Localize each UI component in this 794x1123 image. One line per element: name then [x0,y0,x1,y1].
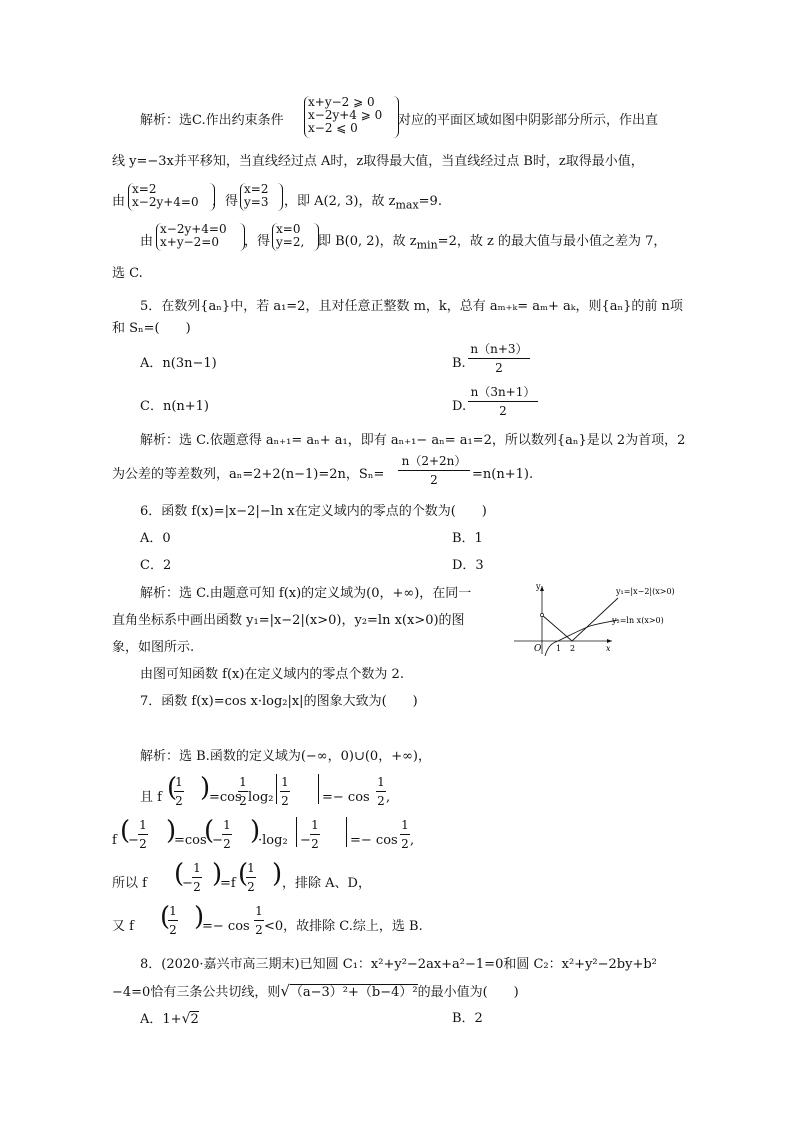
curve-y2-label: y₂=ln x(x>0) [612,616,664,625]
question-5: 5．在数列{aₙ}中，若 a₁=2，且对任意正整数 m，k，总有 aₘ₊ₖ= aₘ+ aₖ，则{aₙ}的前 n项 [140,299,683,314]
solution-4-point-a: ，即 A(2, 3)，故 $z_{max}=9$. [284,194,442,212]
question-7: 7．函数 f(x)=cos x·log₂|x|的图象大致为( ) [140,694,418,709]
curve-y1-abs [542,598,618,641]
tick-label-1: 1 [556,644,562,653]
system-d: x=0 y=2, [272,223,304,251]
solution-4-line2: 线 y=−3x并平移知，当直线经过点 A时，z取得最大值，当直线经过点 B时，z取得最小值， [112,154,644,169]
option-8b: B．2 [452,1011,483,1026]
document-page: 解析：选C.作出约束条件 x+y−2 ⩾ 0 x−2y+4 ⩾ 0 x−2 ⩽ 0 对应的平面区域如图中阴影部分所示，作出直 线 y=−3x并平移知，当直线经过点 A时，z取得最大值，当直线经过点 B时，z取得最小值， 由 x=2 x−2y+4=0 ，得 x=2 y=3 ，即 A(2, 3)，故 $z_{max}=9$. 由 x−2y+4=0 x+y−2=0 ，得 x=0 y=2, 即 B(0, 2)，故 $z_{min}=2$，故 z 的最大值与最小值之差为 7， 选 C. 5．在数列{aₙ}中，若 a₁=2，且对任意正整数 m，k，总有 aₘ₊ₖ= aₘ+ aₖ，则{aₙ}的前 n项 和 Sₙ=( ) A．n(3n−1) B. n（n+3） 2 C．n(n+1) D. n（3n+1） 2 解析：选 C.依题意得 aₙ₊₁= aₙ+ a₁，即有 aₙ₊₁− aₙ= a₁=2，所以数列{aₙ}是以 2为首项，2 为公差的等差数列，aₙ=2+2(n−1)=2n，Sₙ= n（2+2n） 2 =n(n+1). 6．函数 f(x)=|x−2|−ln x在定义域内的零点的个数为( ) A．0 B．1 C．2 D．3 解析：选 C.由题意可知 f(x)的定义域为(0，+∞)，在同一 直角坐标系中画出函数 y₁=|x−2|(x>0)，y₂=ln x(x>0)的图 象，如图所示. 由图可知函数 f(x)在定义域内的零点个数为 2. y x O 1 2 y₁=|x−2|(x>0) y₂=ln x(x>0) 7．函数 f(x)=cos x·log₂|x|的图象大致为( ) 解析：选 B.函数的定义域为(−∞，0)∪(0，+∞)， 且 f ( 1 2 ) =cos 1 2 log₂ 1 2 =− cos 1 2 , f ( − 1 2 ) =cos ( − 1 2 ) ·log₂ − 1 2 =− cos 1 2 , 所以 f ( − 1 2 ) =f ( 1 2 ) ，排除 A、D， 又 f ( 1 2 ) =− cos 1 2 <0，故排除 C.综上，选 B. 8．(2020·嘉兴市高三期末)已知圆 C₁：x²+y²−2ax+a²−1=0和圆 C₂：x²+y²−2by+b² −4=0恰有三条公共切线，则√（a−3）²+（b−4）²的最小值为( ) A．1+√2 B．2 [0,0,794,1123]
solution-4-intro: 解析：选C.作出约束条件 [140,113,284,128]
system-c: x−2y+4=0 x+y−2=0 [156,223,227,251]
solution-4-point-b: 即 B(0, 2)，故 $z_{min}=2$，故 z 的最大值与最小值之差为 7， [318,234,667,252]
constraint-system: x+y−2 ⩾ 0 x−2y+4 ⩾ 0 x−2 ⩽ 0 [304,96,382,138]
solution-4-line3-start: 由 [112,194,126,209]
option-6a: A．0 [140,531,171,546]
tick-label-2: 2 [570,644,576,653]
question-8: 8．(2020·嘉兴市高三期末)已知圆 C₁：x²+y²−2ax+a²−1=0和圆 C₂：x²+y²−2by+b² [140,957,657,972]
option-5d-label: D. [452,399,467,414]
option-6b: B．1 [452,531,483,546]
option-5a: A．n(3n−1) [140,356,217,371]
option-6c: C．2 [140,558,172,573]
solution-6: 解析：选 C.由题意可知 f(x)的定义域为(0，+∞)，在同一 [140,586,472,601]
x-axis-arrow [607,639,612,643]
option-5c: C．n(n+1) [140,399,209,414]
system-b: x=2 y=3 [240,183,268,211]
x-axis-label: x [606,644,611,653]
question-8-cont: −4=0恰有三条公共切线，则√（a−3）²+（b−4）²的最小值为( ) [112,982,519,1000]
solution-4-intro-cont: 对应的平面区域如图中阴影部分所示，作出直 [398,113,659,128]
system-a: x=2 x−2y+4=0 [128,183,199,211]
solution-5: 解析：选 C.依题意得 aₙ₊₁= aₙ+ a₁，即有 aₙ₊₁− aₙ= a₁=2，所以数列{aₙ}是以 2为首项，2 [140,433,686,448]
y-axis-label: y [536,582,541,591]
half-fraction: 1 2 [175,775,183,808]
origin-label: O [534,644,542,654]
option-5b-fraction: n（n+3） 2 [468,342,530,375]
function-graph [508,578,684,658]
solution-7: 解析：选 B.函数的定义域为(−∞，0)∪(0，+∞)， [140,749,431,764]
option-8a: A．1+√2 [140,1011,199,1027]
option-5d-fraction: n（3n+1） 2 [468,385,538,418]
option-6d: D．3 [452,558,484,573]
curve-y1-open-point [540,613,543,616]
y-axis-arrow [540,586,544,591]
question-6: 6．函数 f(x)=|x−2|−ln x在定义域内的零点的个数为( ) [140,504,487,519]
curve-y1-label: y₁=|x−2|(x>0) [616,587,675,596]
sum-fraction: n（2+2n） 2 [398,454,470,487]
option-5b-label: B. [452,356,466,371]
